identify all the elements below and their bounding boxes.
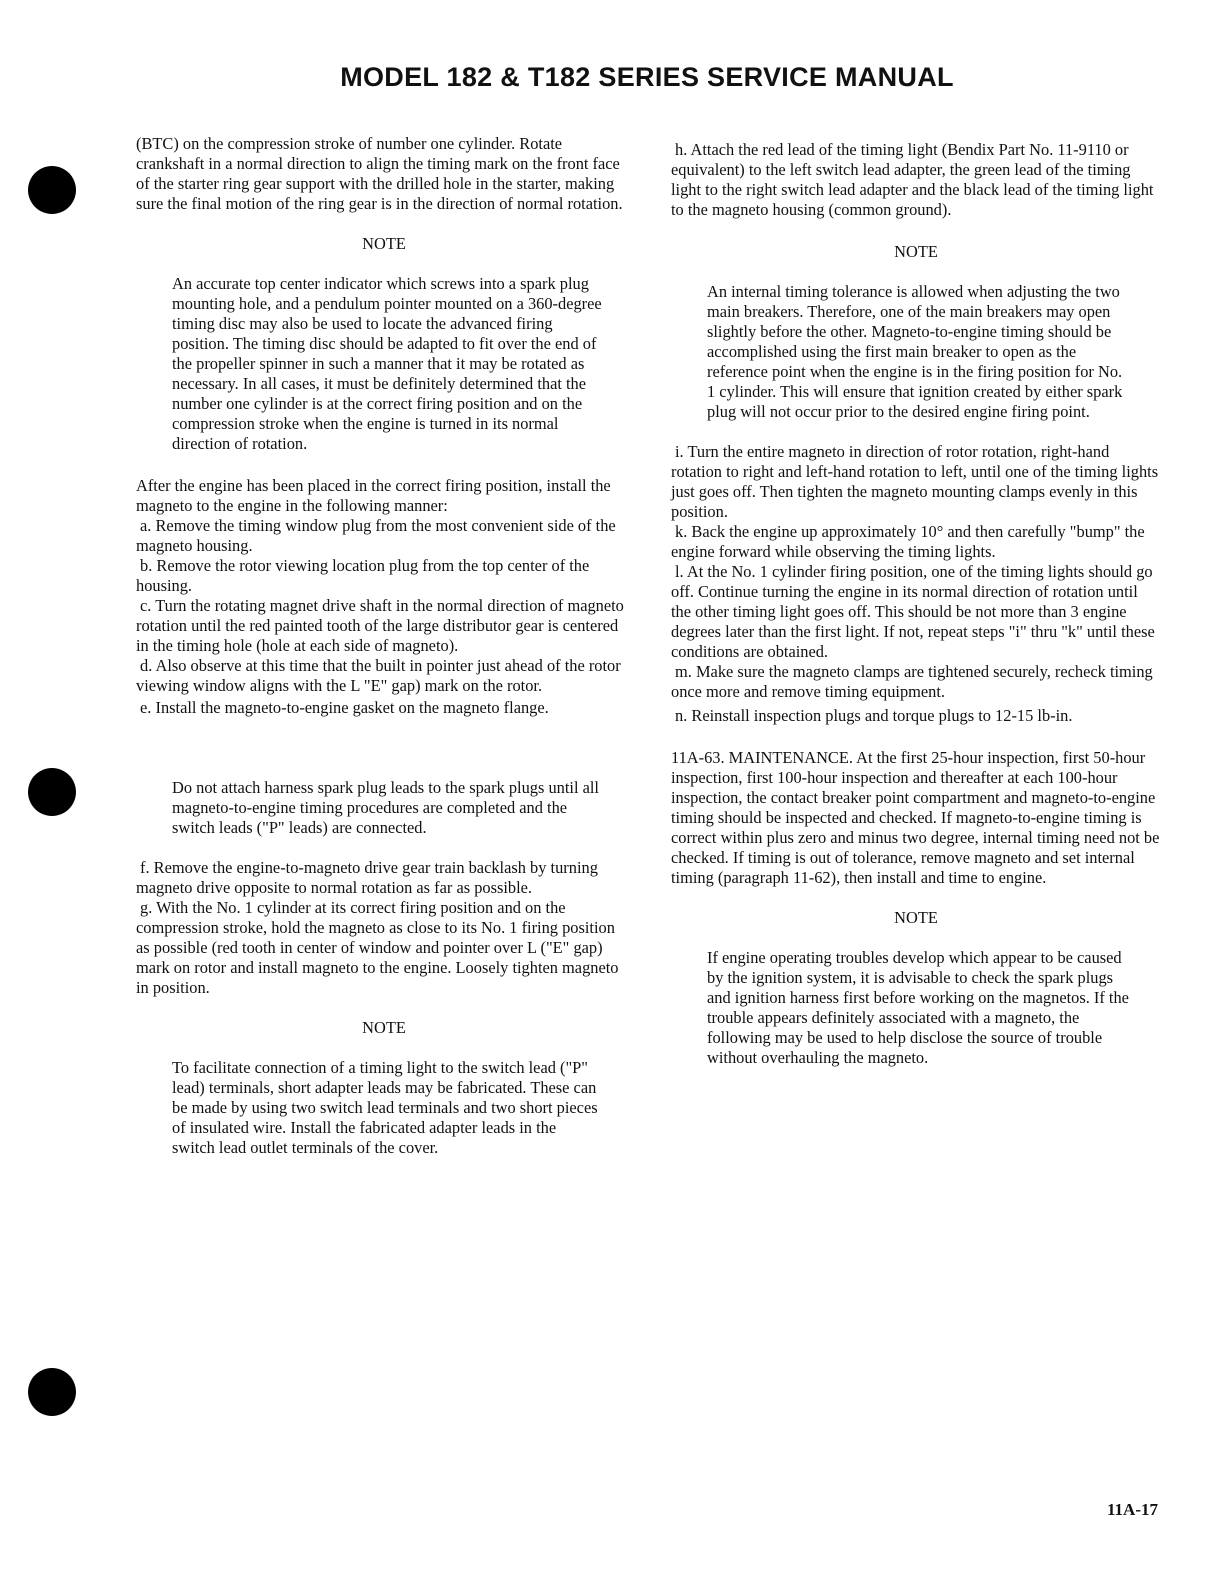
intro-paragraph: (BTC) on the compression stroke of number one cylinder. Rotate crankshaft in a normal direction to align the timing mark on the front face of the starter ring gear support with the drilled hole in the starter, making sure the final motion of the ring gear is in the direction of normal rotation.	[136, 134, 623, 213]
step-label: i.	[675, 442, 684, 461]
step-label: k.	[675, 522, 688, 541]
right-column	[671, 134, 1161, 1068]
step-text: Also observe at this time that the built in pointer just ahead of the rotor viewing window aligns with the L "E" gap) mark on the rotor.	[136, 656, 621, 695]
step-label: g.	[140, 898, 153, 917]
step-label: e.	[140, 698, 152, 717]
step-text: Install the magneto-to-engine gasket on the magneto flange.	[155, 698, 549, 717]
step-item	[136, 596, 632, 656]
step-text: Remove the rotor viewing location plug from the top center of the housing.	[136, 556, 590, 595]
step-text: Turn the rotating magnet drive shaft in the normal direction of magneto rotation until the red painted tooth of the large distributor gear is centered in the timing hole (hole at each side of magneto).	[136, 596, 624, 655]
step-item	[136, 898, 632, 998]
note-heading: NOTE	[894, 908, 938, 927]
step-item	[136, 858, 632, 898]
step-text: Remove the timing window plug from the most convenient side of the magneto housing.	[136, 516, 616, 555]
step-text: Make sure the magneto clamps are tightened securely, recheck timing once more and remove timing equipment.	[671, 662, 1153, 701]
step-text: At the No. 1 cylinder firing position, one of the timing lights should go off. Continue turning the engine in its normal direction of rotation until the other timing light goes off. This should be not more than 3 engine degrees later than the first light. If not, repeat steps "i" thru "k" until these conditions are obtained.	[671, 562, 1155, 661]
step-item	[671, 662, 1161, 702]
step-item	[671, 140, 1161, 220]
page-number: 11A-17	[1107, 1500, 1158, 1519]
binder-hole	[28, 1368, 76, 1416]
step-text: With the No. 1 cylinder at its correct firing position and on the compression stroke, hold the magneto as close to its No. 1 firing position as possible (red tooth in center of window and pointer over L ("E" gap) mark on rotor and install magneto to the engine. Loosely tighten magneto in position.	[136, 898, 619, 997]
step-label: l.	[675, 562, 684, 581]
step-item	[136, 516, 632, 556]
step-text: Reinstall inspection plugs and torque plugs to 12-15 lb-in.	[691, 706, 1073, 725]
note-text: If engine operating troubles develop which appear to be caused by the ignition system, it is advisable to check the spark plugs and ignition harness first before working on the magnetos. If the trouble appears definitely associated with a magneto, the following may be used to help disclose the source of trouble without overhauling the magneto.	[707, 948, 1129, 1067]
step-label: d.	[140, 656, 153, 675]
install-intro-paragraph: After the engine has been placed in the correct firing position, install the magneto to the engine in the following manner:	[136, 476, 611, 515]
step-text: Back the engine up approximately 10° and then carefully "bump" the engine forward while observing the timing lights.	[671, 522, 1145, 561]
left-column	[136, 134, 632, 1158]
step-label: n.	[675, 706, 688, 725]
maintenance-paragraph: 11A-63. MAINTENANCE. At the first 25-hour inspection, first 50-hour inspection, first 100-hour inspection and thereafter at each 100-hour inspection, the contact breaker point compartment and magneto-to-engine timing should be inspected and checked. If magneto-to-engine timing is correct within plus zero and minus two degree, internal timing need not be checked. If timing is out of tolerance, remove magneto and set internal timing (paragraph 11-62), then install and time to engine.	[671, 748, 1160, 887]
step-label: m.	[675, 662, 692, 681]
step-item	[671, 706, 1161, 726]
binder-hole	[28, 768, 76, 816]
step-item	[136, 656, 632, 696]
step-item	[136, 698, 632, 718]
caution-text: Do not attach harness spark plug leads to the spark plugs until all magneto-to-engine timing procedures are completed and the switch leads ("P" leads) are connected.	[172, 778, 599, 837]
note-text: To facilitate connection of a timing light to the switch lead ("P" lead) terminals, short adapter leads may be fabricated. These can be made by using two switch lead terminals and two short pieces of insulated wire. Install the fabricated adapter leads in the switch lead outlet terminals of the cover.	[172, 1058, 598, 1157]
step-list	[136, 858, 632, 998]
step-item	[671, 562, 1161, 662]
note-text: An accurate top center indicator which screws into a spark plug mounting hole, and a pendulum pointer mounted on a 360-degree timing disc may also be used to locate the advanced firing position. The timing disc should be adapted to fit over the end of the propeller spinner in such a manner that it may be rotated as necessary. In all cases, it must be definitely determined that the number one cylinder is at the correct firing position and on the compression stroke when the engine is turned in its normal direction of rotation.	[172, 274, 602, 453]
step-text: Attach the red lead of the timing light (Bendix Part No. 11-9110 or equivalent) to the left switch lead adapter, the green lead of the timing light to the right switch lead adapter and the black lead of the timing light to the magneto housing (common ground).	[671, 140, 1154, 219]
step-label: h.	[675, 140, 688, 159]
page-title: MODEL 182 & T182 SERIES SERVICE MANUAL	[340, 62, 954, 92]
step-text: Remove the engine-to-magneto drive gear train backlash by turning magneto drive opposite to normal rotation as far as possible.	[136, 858, 598, 897]
step-label: a.	[140, 516, 152, 535]
step-list	[136, 516, 632, 718]
step-item	[671, 522, 1161, 562]
note-heading: NOTE	[362, 234, 406, 253]
step-item	[671, 442, 1161, 522]
step-label: b.	[140, 556, 153, 575]
binder-hole	[28, 166, 76, 214]
step-list	[671, 442, 1161, 726]
step-text: Turn the entire magneto in direction of rotor rotation, right-hand rotation to right and left-hand rotation to left, until one of the timing lights just goes off. Then tighten the magneto mounting clamps evenly in this position.	[671, 442, 1159, 521]
step-label: c.	[140, 596, 152, 615]
step-item	[136, 556, 632, 596]
note-text: An internal timing tolerance is allowed when adjusting the two main breakers. Therefore, one of the main breakers may open slightly before the other. Magneto-to-engine timing should be accomplished using the first main breaker to open as the reference point when the engine is in the firing position for No. 1 cylinder. This will ensure that ignition created by either spark plug will not occur prior to the desired engine firing point.	[707, 282, 1123, 421]
note-heading: NOTE	[362, 1018, 406, 1037]
note-heading: NOTE	[894, 242, 938, 261]
step-label: f.	[140, 858, 150, 877]
